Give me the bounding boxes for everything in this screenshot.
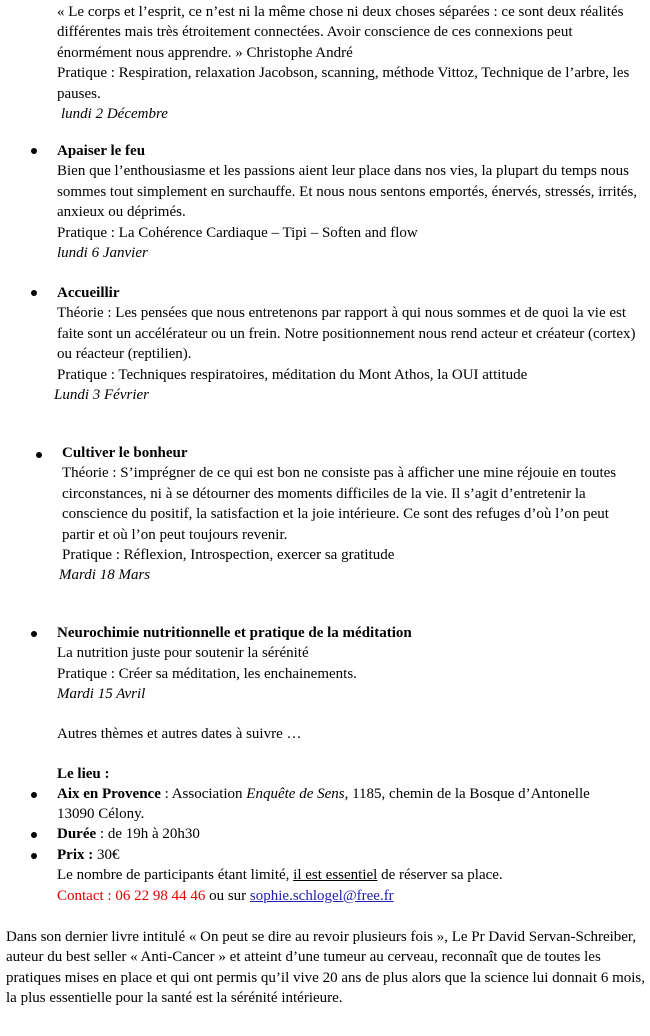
bullet-icon xyxy=(31,853,37,859)
lieu-city: Aix en Provence xyxy=(57,786,161,802)
session-pratique: Pratique : Créer sa méditation, les enchainements. xyxy=(57,665,357,682)
session-accueillir xyxy=(54,283,641,405)
bullet-icon xyxy=(31,832,37,838)
bullet-icon xyxy=(31,792,37,798)
lieu-street: 1185, chemin de la Bosque d’Antonelle 13090 Célony. xyxy=(57,786,590,823)
session-title: Accueillir xyxy=(57,285,120,301)
bullet-icon xyxy=(36,452,42,458)
note-text: Le nombre de participants étant limité, xyxy=(57,867,294,884)
lieu-sep: : Association xyxy=(160,786,247,802)
session-title: Cultiver le bonheur xyxy=(62,445,188,461)
session-body: Théorie : S’imprégner de ce qui est bon ne consiste pas à afficher une mine réjouie en toutes circonstances, ni à se détourner des moments difficiles de la vie. Il s’agit d’entretenir la conscience du positif, la satisfaction et la joie intérieure. Ce sont des refuges d’où l’on peut partir et où l’on peut toujours revenir. xyxy=(62,465,617,543)
duree-label: Durée xyxy=(57,826,97,842)
prix-label: Prix : xyxy=(57,847,94,863)
bullet-icon xyxy=(31,148,37,154)
session-date: Mardi 15 Avril xyxy=(57,686,146,703)
note-emphasis: il est essentiel xyxy=(293,867,378,884)
duree-value: : de 19h à 20h30 xyxy=(96,826,200,842)
bullet-icon xyxy=(31,631,37,637)
closing-paragraph: Dans son dernier livre intitulé « On peut se dire au revoir plusieurs fois », Le Pr David Servan-Schreiber, auteur du best seller « Anti-Cancer » et atteint d’une tumeur au cerveau, reconnaît que de toutes les pratiques mises en place et qui ont permis qu’il vive 20 ans de plus alors que la science lui donnait 6 mois, la plus essentielle pour la santé est la sérénité intérieure. xyxy=(6,929,646,1007)
intro-section xyxy=(57,2,641,124)
contact-line xyxy=(57,886,641,906)
intro-quote: « Le corps et l’esprit, ce n’est ni la même chose ni deux choses séparées : ce sont deux réalités différentes mais très étroitement connectées. Avoir conscience de ces connexions peut énormément nous apprendre. » Christophe André xyxy=(57,4,624,61)
lieu-address xyxy=(57,784,617,825)
reservation-note xyxy=(57,865,641,885)
contact-or: ou sur xyxy=(205,887,250,904)
session-date: lundi 6 Janvier xyxy=(57,245,148,262)
duree-line xyxy=(57,824,200,844)
bullet-icon xyxy=(31,290,37,296)
prix-block xyxy=(57,845,641,906)
session-title: Apaiser le feu xyxy=(57,143,146,159)
lieu-heading: Le lieu : xyxy=(57,766,110,782)
session-cultiver xyxy=(59,443,632,586)
prix-value: 30€ xyxy=(93,847,120,863)
session-pratique: Pratique : La Cohérence Cardiaque – Tipi – Soften and flow xyxy=(57,224,418,241)
session-body: Bien que l’enthousiasme et les passions aient leur place dans nos vies, la plupart du temps nous sommes tout simplement en surchauffe. Et nous nous sentons emportés, énervés, stressés, irrités, anxieux ou déprimés. xyxy=(57,163,638,221)
session-date: Lundi 3 Février xyxy=(54,387,149,404)
note-text-end: de réserver sa place. xyxy=(377,867,503,884)
session-neurochimie xyxy=(57,623,641,705)
contact-email-link[interactable]: sophie.schlogel@free.fr xyxy=(249,887,394,904)
intro-pratique: Pratique : Respiration, relaxation Jacobson, scanning, méthode Vittoz, Technique de l’arbre, les pauses. xyxy=(57,65,630,102)
session-date: Mardi 18 Mars xyxy=(59,567,151,584)
autres-text: Autres thèmes et autres dates à suivre … xyxy=(57,726,302,742)
prix-line xyxy=(57,845,641,865)
session-title: Neurochimie nutritionnelle et pratique de la méditation xyxy=(57,625,412,641)
session-apaiser xyxy=(57,141,641,263)
intro-date: lundi 2 Décembre xyxy=(61,106,168,123)
session-pratique: Pratique : Réflexion, Introspection, exercer sa gratitude xyxy=(62,547,395,564)
session-body: Théorie : Les pensées que nous entretenons par rapport à qui nous sommes et de quoi la vie est faite sont un accélérateur ou un frein. Notre positionnement nous rend acteur et créateur (cortex) ou réacteur (reptilien). xyxy=(57,305,636,363)
session-pratique: Pratique : Techniques respiratoires, méditation du Mont Athos, la OUI attitude xyxy=(57,366,528,383)
lieu-association: Enquête de Sens, xyxy=(246,786,349,802)
contact-phone: Contact : 06 22 98 44 46 xyxy=(57,887,206,904)
session-body: La nutrition juste pour soutenir la sérénité xyxy=(57,645,309,662)
